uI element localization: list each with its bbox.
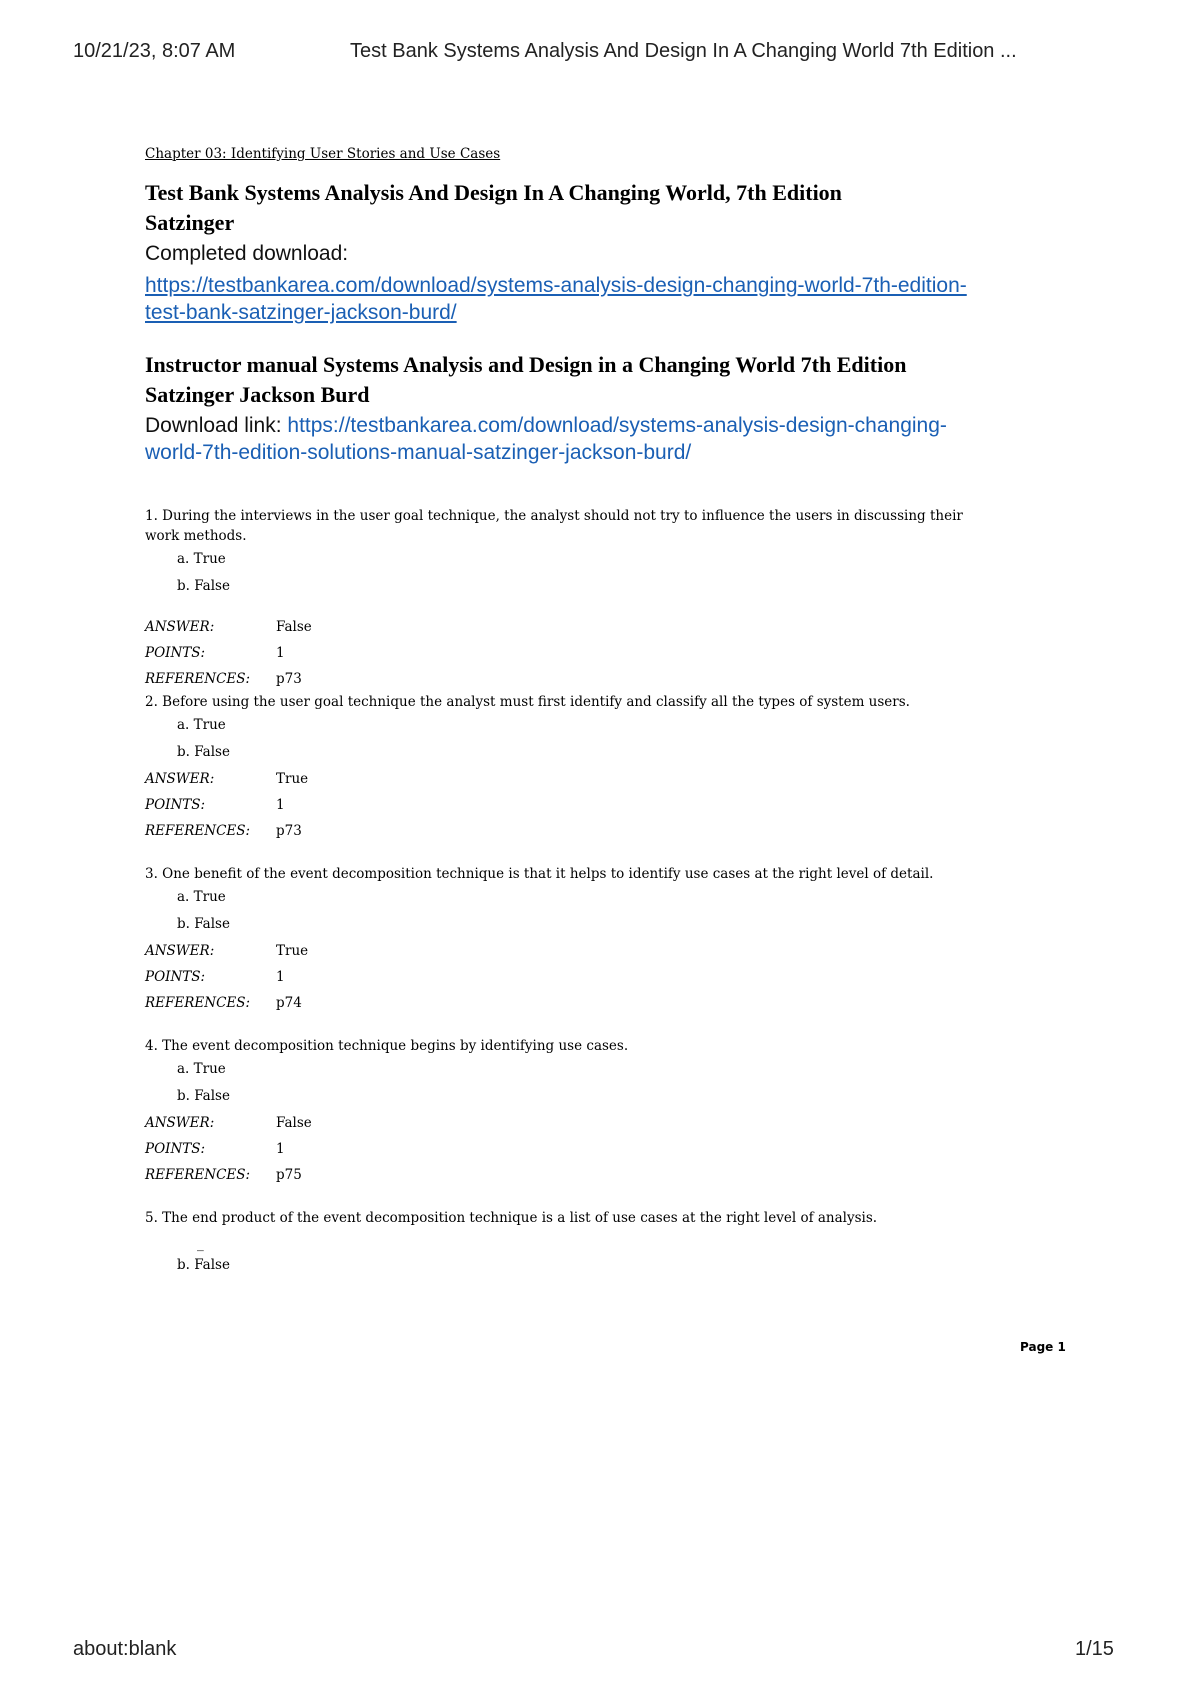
instructor-manual-label: Download link: bbox=[145, 414, 288, 437]
question-2 bbox=[145, 692, 1065, 844]
instructor-manual-link-line2[interactable]: world-7th-edition-solutions-manual-satzinger-jackson-burd/ bbox=[145, 441, 692, 464]
references-row bbox=[145, 818, 1065, 844]
instructor-manual-download-line bbox=[145, 412, 1065, 439]
question-4 bbox=[145, 1036, 1065, 1188]
question-stem: 2. Before using the user goal technique the analyst must first identify and classify all the types of system users. bbox=[145, 694, 910, 710]
question-stem: 3. One benefit of the event decomposition technique is that it helps to identify use cases at the right level of detail. bbox=[145, 866, 934, 882]
option-a: a. True bbox=[177, 551, 226, 567]
document-body bbox=[145, 146, 1065, 1279]
page-number-label: Page 1 bbox=[1020, 1340, 1066, 1354]
option-b: b. False bbox=[177, 1257, 230, 1273]
references-label: REFERENCES: bbox=[145, 671, 251, 687]
option-b: b. False bbox=[177, 916, 230, 932]
test-bank-section bbox=[145, 178, 1065, 326]
answer-value: True bbox=[276, 771, 309, 787]
print-header-title: Test Bank Systems Analysis And Design In A Changing World 7th Edition ... bbox=[350, 40, 1017, 62]
answer-row bbox=[145, 766, 1065, 792]
test-bank-link-line1[interactable]: https://testbankarea.com/download/systems-analysis-design-changing-world-7th-edition- bbox=[145, 274, 967, 297]
points-value: 1 bbox=[276, 797, 285, 813]
option-a: a. True bbox=[177, 889, 226, 905]
answer-label: ANSWER: bbox=[145, 943, 215, 959]
answer-row bbox=[145, 938, 1065, 964]
references-value: p74 bbox=[276, 995, 302, 1011]
test-bank-link[interactable] bbox=[145, 272, 1065, 326]
points-row bbox=[145, 964, 1065, 990]
references-row bbox=[145, 990, 1065, 1016]
answer-label: ANSWER: bbox=[145, 771, 215, 787]
option-a: a. True bbox=[177, 717, 226, 733]
answer-value: False bbox=[276, 619, 312, 635]
test-bank-link-line2[interactable]: test-bank-satzinger-jackson-burd/ bbox=[145, 301, 457, 324]
question-1 bbox=[145, 506, 1065, 692]
points-value: 1 bbox=[276, 969, 285, 985]
references-label: REFERENCES: bbox=[145, 823, 251, 839]
answer-value: True bbox=[276, 943, 309, 959]
print-footer-url: about:blank bbox=[73, 1638, 177, 1660]
answer-row bbox=[145, 614, 1065, 640]
chapter-heading: Chapter 03: Identifying User Stories and Use Cases bbox=[145, 146, 501, 162]
instructor-manual-title-line1: Instructor manual Systems Analysis and Design in a Changing World 7th Edition bbox=[145, 352, 907, 377]
answer-row bbox=[145, 1110, 1065, 1136]
references-row bbox=[145, 666, 1065, 692]
points-value: 1 bbox=[276, 1141, 285, 1157]
option-a: a. True bbox=[177, 1061, 226, 1077]
answer-label: ANSWER: bbox=[145, 619, 215, 635]
references-label: REFERENCES: bbox=[145, 1167, 251, 1183]
points-row bbox=[145, 792, 1065, 818]
print-header-datetime: 10/21/23, 8:07 AM bbox=[73, 40, 236, 62]
option-b: b. False bbox=[177, 744, 230, 760]
points-label: POINTS: bbox=[145, 797, 206, 813]
answer-label: ANSWER: bbox=[145, 1115, 215, 1131]
points-row bbox=[145, 1136, 1065, 1162]
points-row bbox=[145, 640, 1065, 666]
question-stem: 5. The end product of the event decomposition technique is a list of use cases at the right level of analysis. bbox=[145, 1210, 878, 1226]
points-label: POINTS: bbox=[145, 969, 206, 985]
question-stem: 4. The event decomposition technique begins by identifying use cases. bbox=[145, 1038, 629, 1054]
instructor-manual-section bbox=[145, 350, 1065, 466]
references-label: REFERENCES: bbox=[145, 995, 251, 1011]
test-bank-title-line2: Satzinger bbox=[145, 210, 235, 235]
print-footer-page-count: 1/15 bbox=[1075, 1638, 1114, 1660]
instructor-manual-title-line2: Satzinger Jackson Burd bbox=[145, 382, 370, 407]
points-label: POINTS: bbox=[145, 645, 206, 661]
option-a-blank-mark: _ bbox=[197, 1236, 204, 1252]
references-row bbox=[145, 1162, 1065, 1188]
points-value: 1 bbox=[276, 645, 285, 661]
references-value: p73 bbox=[276, 823, 302, 839]
test-bank-label: Completed download: bbox=[145, 242, 349, 265]
question-stem: 1. During the interviews in the user goal technique, the analyst should not try to influence the users in discussing their bbox=[145, 508, 963, 524]
points-label: POINTS: bbox=[145, 1141, 206, 1157]
instructor-manual-link-line1[interactable]: https://testbankarea.com/download/systems-analysis-design-changing- bbox=[287, 414, 947, 437]
test-bank-title-line1: Test Bank Systems Analysis And Design In A Changing World, 7th Edition bbox=[145, 180, 842, 205]
question-5 bbox=[145, 1208, 1065, 1279]
references-value: p73 bbox=[276, 671, 302, 687]
question-3 bbox=[145, 864, 1065, 1016]
option-b: b. False bbox=[177, 578, 230, 594]
option-b: b. False bbox=[177, 1088, 230, 1104]
references-value: p75 bbox=[276, 1167, 302, 1183]
question-stem-continued: work methods. bbox=[145, 528, 247, 544]
answer-value: False bbox=[276, 1115, 312, 1131]
